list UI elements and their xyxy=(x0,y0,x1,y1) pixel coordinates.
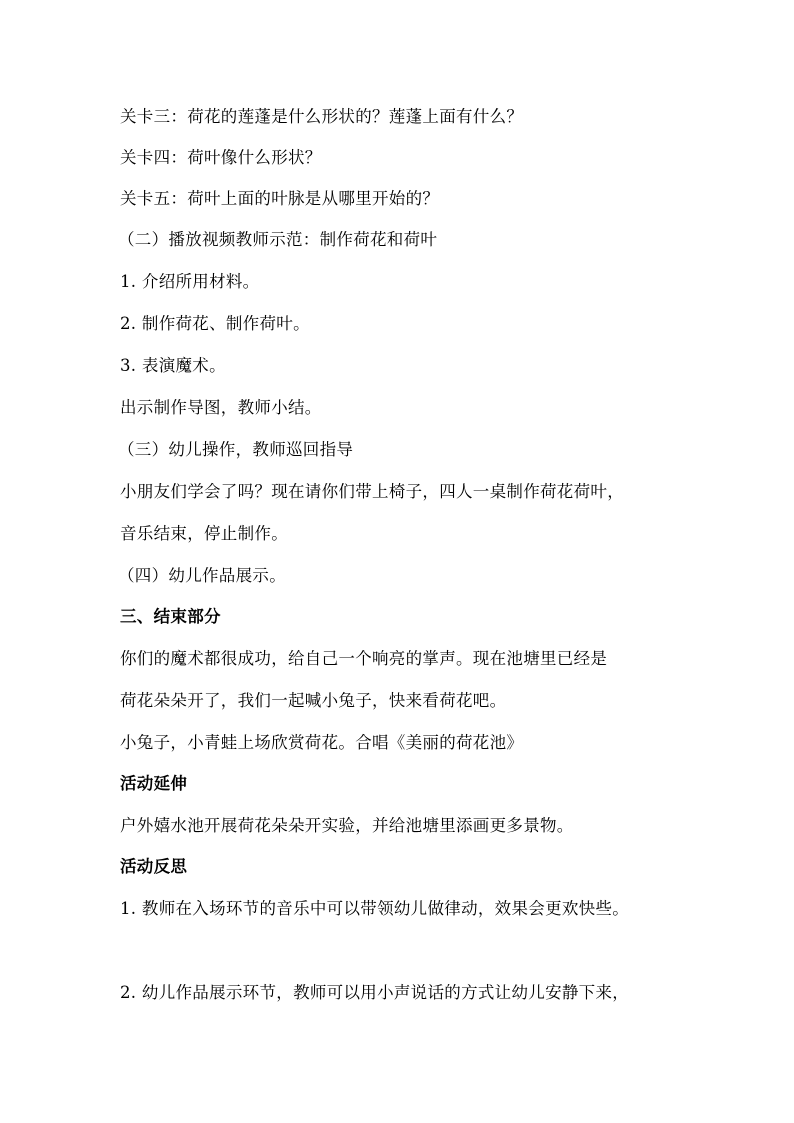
section-heading-four: （四）幼儿作品展示。 xyxy=(118,566,286,585)
reflection-item-2: 2. 幼儿作品展示环节，教师可以用小声说话的方式让幼儿安静下来， xyxy=(120,983,630,1002)
section-title-extension: 活动延伸 xyxy=(120,774,188,793)
section-title-reflection: 活动反思 xyxy=(120,857,188,876)
paragraph-instructions-line-2: 音乐结束，停止制作。 xyxy=(120,524,288,543)
section-title-ending: 三、结束部分 xyxy=(120,607,221,626)
paragraph-extension: 户外嬉水池开展荷花朵朵开实验，并给池塘里添画更多景物。 xyxy=(120,816,574,835)
paragraph-level-3-question: 关卡三：荷花的莲蓬是什么形状的？莲蓬上面有什么？ xyxy=(120,107,524,126)
section-heading-two: （二）播放视频教师示范：制作荷花和荷叶 xyxy=(118,230,438,249)
paragraph-level-5-question: 关卡五：荷叶上面的叶脉是从哪里开始的？ xyxy=(120,189,440,208)
list-item-3: 3. 表演魔术。 xyxy=(120,356,226,375)
list-item-2: 2. 制作荷花、制作荷叶。 xyxy=(120,314,310,333)
paragraph-show-guide: 出示制作导图，教师小结。 xyxy=(120,398,322,417)
paragraph-ending-line-3: 小兔子，小青蛙上场欣赏荷花。合唱《美丽的荷花池》 xyxy=(120,733,524,752)
reflection-item-1: 1. 教师在入场环节的音乐中可以带领幼儿做律动，效果会更欢快些。 xyxy=(120,899,630,918)
paragraph-ending-line-2: 荷花朵朵开了，我们一起喊小兔子，快来看荷花吧。 xyxy=(120,691,507,710)
paragraph-level-4-question: 关卡四：荷叶像什么形状？ xyxy=(120,148,322,167)
paragraph-instructions-line-1: 小朋友们学会了吗？现在请你们带上椅子，四人一桌制作荷花荷叶， xyxy=(120,482,624,501)
section-heading-three: （三）幼儿操作，教师巡回指导 xyxy=(118,440,354,459)
paragraph-ending-line-1: 你们的魔术都很成功，给自己一个响亮的掌声。现在池塘里已经是 xyxy=(120,649,608,668)
list-item-1: 1. 介绍所用材料。 xyxy=(120,272,260,291)
